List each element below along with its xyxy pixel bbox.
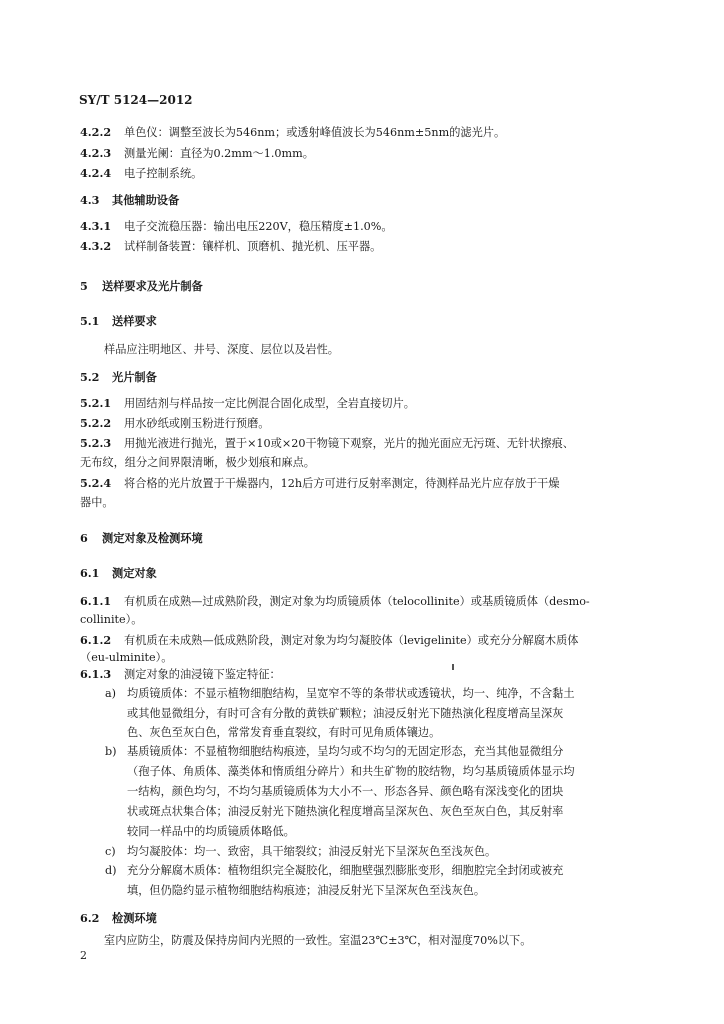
section-title: 送样要求 [112,314,157,328]
section-5-2-heading [80,370,157,384]
clause-text: 测量光阑：直径为0.2mm～1.0mm。 [124,147,314,160]
clause-6-1-2-cont: （eu-ulminite）。 [80,651,173,664]
item-b-line-5: 较同一样品中的均质镜质体略低。 [127,825,295,838]
scan-mark [452,664,454,670]
item-a [105,687,575,701]
clause-text: 测定对象的油浸镜下鉴定特征： [124,668,281,681]
clause-4-2-4 [80,166,202,181]
clause-number: 4.2.3 [80,146,112,160]
clause-5-2-3 [80,436,574,451]
clause-number: 4.2.2 [80,125,112,139]
chapter-5-heading [80,279,203,293]
item-b-line-2: （孢子体、角质体、藻类体和惰质组分碎片）和共生矿物的胶结物，均匀基质镜质体显示均 [127,765,575,778]
item-c [105,845,496,859]
clause-6-1-1 [80,594,590,609]
clause-5-2-2 [80,416,269,431]
item-b-line-4: 状或斑点状集合体；油浸反射光下随热演化程度增高呈深灰色、灰色至灰白色，其反射率 [127,805,564,818]
clause-6-1-2 [80,633,579,648]
clause-4-2-2 [80,125,505,140]
section-number: 5.2 [80,370,100,384]
clause-4-3-1 [80,219,393,234]
clause-6-1-3 [80,667,281,682]
item-label: b) [105,745,117,758]
section-title: 测定对象 [112,566,157,580]
clause-5-2-4 [80,476,559,491]
clause-text: 试样制备装置：镶样机、顶磨机、抛光机、压平器。 [124,240,382,253]
clause-4-2-3 [80,146,314,161]
section-number: 6.2 [80,911,100,925]
section-6-1-heading [80,566,157,580]
clause-text: 有机质在未成熟—低成熟阶段，测定对象为均匀凝胶体（levigelinite）或充分分解腐木质体 [124,634,579,647]
item-a-line-2: 或其他显微组分，有时可含有分散的黄铁矿颗粒；油浸反射光下随热演化程度增高呈深灰 [127,707,564,720]
item-d [105,864,563,878]
clause-number: 4.3.2 [80,239,112,253]
clause-5-2-3-cont: 无布纹，组分之间界限清晰，极少划痕和麻点。 [80,456,315,469]
clause-number: 6.1.3 [80,667,112,681]
clause-5-2-1 [80,396,415,411]
section-6-2-heading [80,911,157,925]
chapter-number: 5 [80,279,88,293]
clause-text: 用水砂纸或刚玉粉进行预磨。 [124,417,270,430]
page-number: 2 [80,949,87,962]
standard-header: SY/T 5124—2012 [79,93,193,107]
item-label: a) [105,687,117,700]
section-title: 其他辅助设备 [112,193,180,207]
clause-4-3-2 [80,239,381,254]
chapter-6-heading [80,531,203,545]
item-text: 均质镜质体：不显示植物细胞结构，呈宽窄不等的条带状或透镜状，均一、纯净，不含黏土 [127,687,575,700]
clause-6-1-1-cont: collinite）。 [80,613,143,626]
clause-number: 5.2.4 [80,476,112,490]
item-text: 均匀凝胶体：均一、致密，具干缩裂纹；油浸反射光下呈深灰色至浅灰色。 [127,845,497,858]
section-title: 光片制备 [112,370,157,384]
clause-text: 用固结剂与样品按一定比例混合固化成型，全岩直接切片。 [124,397,415,410]
section-number: 4.3 [80,193,100,207]
clause-text: 将合格的光片放置于干燥器内，12h后方可进行反射率测定，待测样品光片应存放于干燥 [124,477,560,490]
item-label: c) [105,845,116,858]
section-number: 6.1 [80,566,100,580]
section-6-2-body: 室内应防尘，防震及保持房间内光照的一致性。室温23℃±3℃，相对湿度70%以下。 [104,934,532,947]
item-d-line-2: 填，但仍隐约显示植物细胞结构痕迹；油浸反射光下呈深灰色至浅灰色。 [127,884,486,897]
item-a-line-3: 色、灰色至灰白色，常常发育垂直裂纹，有时可见角质体镶边。 [127,726,441,739]
item-b [105,745,563,759]
item-text: 充分分解腐木质体：植物组织完全凝胶化，细胞壁强烈膨胀变形，细胞腔完全封闭或被充 [127,864,564,877]
item-text: 基质镜质体：不显植物细胞结构痕迹，呈均匀或不均匀的无固定形态，充当其他显微组分 [127,745,564,758]
clause-number: 5.2.3 [80,436,112,450]
clause-number: 5.2.2 [80,416,112,430]
clause-text: 用抛光液进行抛光，置于×10或×20干物镜下观察，光片的抛光面应无污斑、无针状擦痕、 [124,437,574,450]
clause-number: 4.2.4 [80,166,112,180]
clause-number: 5.2.1 [80,396,112,410]
section-number: 5.1 [80,314,100,328]
section-title: 检测环境 [112,911,157,925]
clause-number: 6.1.1 [80,594,112,608]
chapter-title: 送样要求及光片制备 [102,279,203,293]
item-label: d) [105,864,117,877]
clause-5-2-4-cont: 器中。 [80,496,114,509]
clause-text: 有机质在成熟—过成熟阶段，测定对象为均质镜质体（telocollinite）或基质镜质体（desmo- [124,595,590,608]
clause-text: 单色仪：调整至波长为546nm；或透射峰值波长为546nm±5nm的滤光片。 [124,126,506,139]
clause-text: 电子控制系统。 [124,167,203,180]
clause-number: 6.1.2 [80,633,112,647]
chapter-title: 测定对象及检测环境 [102,531,203,545]
clause-text: 电子交流稳压器：输出电压220V，稳压精度±1.0%。 [124,220,393,233]
clause-number: 4.3.1 [80,219,112,233]
section-5-1-body: 样品应注明地区、井号、深度、层位以及岩性。 [104,343,339,356]
chapter-number: 6 [80,531,88,545]
section-4-3-heading [80,193,179,207]
section-5-1-heading [80,314,157,328]
item-b-line-3: 一结构，颜色均匀，不均匀基质镜质体为大小不一、形态各异、颜色略有深浅变化的团块 [127,785,564,798]
